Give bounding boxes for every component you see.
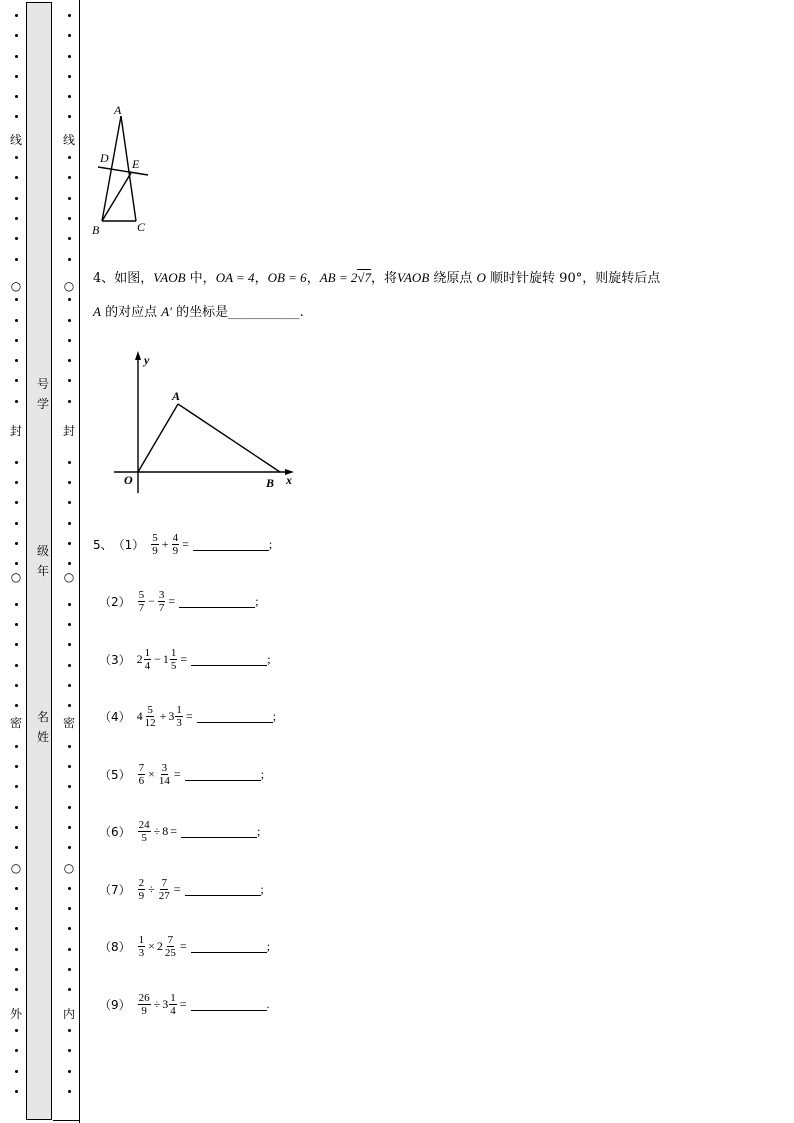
margin-dot — [68, 684, 71, 687]
right-mark-nei: 内 — [62, 1007, 75, 1021]
margin-dot — [68, 1090, 71, 1093]
answer-blank — [179, 595, 255, 608]
margin-dot — [15, 988, 18, 991]
point-a-label: A — [172, 389, 181, 403]
fraction — [158, 877, 171, 902]
operator: − — [148, 594, 155, 608]
margin-dot — [15, 298, 18, 301]
q4-text: 中， — [185, 271, 216, 286]
ob-value: OB = 6 — [267, 270, 307, 285]
equals-sign: = — [173, 882, 181, 896]
fraction — [170, 647, 178, 672]
item-label: （9） — [99, 998, 131, 1012]
margin-dot — [68, 379, 71, 382]
q4-text: ，将 — [371, 271, 398, 286]
triangle-aob: VAOB — [153, 270, 186, 285]
ab-value: AB = 2 — [319, 270, 358, 285]
margin-dot — [15, 34, 18, 37]
margin-dot — [15, 643, 18, 646]
punctuation: ; — [257, 824, 261, 838]
denominator: 9 — [172, 545, 179, 557]
q4-text: 顺时针旋转 90°，则旋转后点 — [485, 271, 661, 286]
margin-dot — [15, 704, 18, 707]
margin-dot — [15, 359, 18, 362]
item-label: （1） — [112, 538, 145, 552]
fraction — [164, 934, 177, 959]
left-mark-xian: 线 — [9, 133, 22, 147]
question-number: 4、 — [93, 271, 115, 286]
margin-dot — [15, 522, 18, 525]
fraction — [138, 762, 146, 787]
q5-item — [99, 819, 260, 844]
label-d: D — [100, 151, 109, 165]
answer-blank — [191, 940, 267, 953]
answer-blank — [191, 998, 267, 1011]
label-c: C — [137, 220, 146, 234]
equals-sign: = — [179, 939, 187, 953]
left-mark-feng: 封 — [9, 424, 22, 438]
margin-dot — [15, 1070, 18, 1073]
fraction — [144, 704, 157, 729]
margin-dot — [15, 55, 18, 58]
fraction — [175, 704, 183, 729]
right-mark-feng: 封 — [62, 424, 75, 438]
denominator: 25 — [164, 947, 176, 959]
operator: + — [159, 709, 167, 723]
margin-dot — [15, 339, 18, 342]
point-a-prime: A′ — [161, 304, 173, 319]
numerator: 7 — [161, 877, 167, 889]
margin-dot — [15, 623, 18, 626]
equals-sign: = — [182, 537, 189, 551]
operator: × — [148, 767, 155, 781]
margin-dot — [68, 785, 71, 788]
left-mark-mi: 密 — [9, 716, 22, 730]
margin-dot — [15, 684, 18, 687]
denominator: 7 — [138, 602, 145, 614]
right-mark-mi: 密 — [62, 716, 75, 730]
punctuation: ; — [267, 652, 271, 666]
margin-dot — [15, 745, 18, 748]
origin-o: O — [476, 270, 486, 285]
item-label: （6） — [99, 825, 131, 839]
operator: ÷ — [153, 997, 161, 1011]
margin-dot — [68, 887, 71, 890]
answer-blank — [181, 825, 257, 838]
label-b: B — [92, 223, 100, 237]
margin-dot — [68, 95, 71, 98]
item-label: （2） — [99, 595, 131, 609]
q4-text: 如图， — [114, 271, 154, 286]
q4-sep: ， — [306, 271, 320, 286]
denominator: 5 — [141, 832, 147, 844]
margin-dot — [68, 968, 71, 971]
margin-dot — [68, 481, 71, 484]
answer-blank — [185, 883, 261, 896]
margin-dot — [68, 948, 71, 951]
right-mark-circle: ○ — [63, 861, 75, 875]
margin-dot — [15, 1090, 18, 1093]
right-mark-circle: ○ — [63, 570, 75, 584]
numerator: 3 — [158, 589, 165, 601]
q5-item — [99, 934, 270, 959]
label-e: E — [132, 157, 140, 171]
q4-text: 绕原点 — [429, 271, 477, 286]
oa-value: OA = 4 — [215, 270, 255, 285]
numerator: 1 — [176, 704, 182, 716]
right-mark-xian: 线 — [62, 133, 75, 147]
denominator: 27 — [158, 890, 170, 902]
margin-dot — [15, 217, 18, 220]
item-label: （8） — [99, 940, 131, 954]
margin-dot — [68, 907, 71, 910]
margin-dot — [15, 156, 18, 159]
q5-item — [93, 532, 272, 557]
denominator: 12 — [144, 717, 156, 729]
operator: × — [148, 939, 155, 953]
axis-x-label: x — [286, 473, 292, 487]
margin-dot — [15, 14, 18, 17]
coordinate-figure — [108, 348, 308, 493]
fraction — [138, 934, 146, 959]
margin-dot — [68, 927, 71, 930]
margin-dot — [68, 1029, 71, 1032]
numerator: 2 — [138, 877, 145, 889]
q5-item — [99, 992, 270, 1017]
numerator: 5 — [147, 704, 153, 716]
margin-dot — [68, 339, 71, 342]
whole-part: 3 — [162, 997, 169, 1011]
margin-dot — [68, 745, 71, 748]
q5-item — [99, 704, 276, 729]
margin-bottom-line — [53, 1120, 80, 1121]
equals-sign: = — [168, 594, 176, 608]
denominator: 9 — [152, 545, 158, 557]
margin-dot — [15, 846, 18, 849]
sqrt-radicand: √7 — [357, 270, 371, 285]
numerator: 7 — [167, 934, 174, 946]
equals-sign: = — [179, 997, 187, 1011]
denominator: 9 — [138, 890, 145, 902]
margin-dot — [68, 115, 71, 118]
margin-dot — [68, 75, 71, 78]
denominator: 9 — [141, 1005, 147, 1017]
triangle-aob: VAOB — [397, 270, 430, 285]
denominator: 14 — [158, 775, 170, 787]
field-grade: 级年 — [36, 544, 49, 578]
denominator: 4 — [144, 660, 151, 672]
axis-y-label: y — [144, 353, 150, 367]
margin-dot — [68, 562, 71, 565]
margin-divider-line — [79, 0, 80, 1123]
margin-dot — [15, 115, 18, 118]
margin-dot — [68, 1070, 71, 1073]
triangle-figure — [88, 98, 158, 238]
numerator: 5 — [152, 532, 158, 544]
margin-dot — [68, 542, 71, 545]
punctuation: ; — [266, 939, 271, 953]
numerator: 1 — [170, 992, 176, 1004]
right-mark-circle: ○ — [63, 279, 75, 293]
numerator: 5 — [138, 589, 145, 601]
answer-blank — [191, 653, 267, 666]
margin-dot — [68, 603, 71, 606]
operator: + — [161, 537, 169, 551]
punctuation: ; — [272, 709, 277, 723]
margin-dot — [15, 258, 18, 261]
punctuation: . — [266, 997, 270, 1011]
field-student-number: 号学 — [36, 377, 49, 411]
margin-dot — [68, 826, 71, 829]
fraction — [138, 877, 146, 902]
margin-dot — [68, 298, 71, 301]
point-b-label: B — [266, 476, 275, 490]
whole-part: 4 — [136, 709, 143, 723]
margin-dot — [15, 95, 18, 98]
operator: ÷ — [148, 882, 155, 896]
numerator: 7 — [138, 762, 145, 774]
q4-answer-blank: 的坐标是___________. — [172, 305, 304, 320]
whole-part: 1 — [162, 652, 169, 666]
question-number: 5、 — [93, 538, 113, 552]
margin-dot — [15, 237, 18, 240]
numerator: 1 — [138, 934, 145, 946]
fraction — [158, 762, 171, 787]
denominator: 6 — [138, 775, 145, 787]
numerator: 1 — [170, 647, 177, 659]
q5-item — [99, 762, 264, 787]
margin-dot — [68, 156, 71, 159]
left-mark-wai: 外 — [9, 1007, 22, 1021]
margin-dot — [15, 1049, 18, 1052]
margin-dot — [68, 197, 71, 200]
q5-item — [99, 877, 264, 902]
margin-dot — [68, 623, 71, 626]
fraction — [158, 589, 166, 614]
equals-sign: = — [173, 767, 181, 781]
margin-dot — [15, 562, 18, 565]
fraction — [151, 532, 159, 557]
equals-sign: = — [170, 824, 178, 838]
margin-dot — [15, 319, 18, 322]
margin-dot — [68, 176, 71, 179]
numerator: 1 — [144, 647, 151, 659]
margin-dot — [15, 481, 18, 484]
denominator: 5 — [170, 660, 177, 672]
whole-part: 2 — [136, 652, 143, 666]
numerator: 26 — [138, 992, 150, 1004]
question-4-line-1 — [93, 269, 660, 288]
margin-dot — [68, 258, 71, 261]
origin-label: O — [124, 473, 133, 487]
denominator: 4 — [170, 1005, 176, 1017]
point-a: A — [93, 304, 101, 319]
numerator: 4 — [172, 532, 179, 544]
margin-dot — [68, 55, 71, 58]
question-4-line-2 — [93, 303, 304, 322]
equals-sign: = — [185, 709, 193, 723]
answer-blank — [197, 710, 273, 723]
radicand: 7 — [364, 270, 371, 285]
plain-number: 8 — [162, 824, 169, 838]
item-label: （3） — [99, 653, 131, 667]
left-mark-circle: ○ — [10, 570, 22, 584]
margin-dot — [15, 461, 18, 464]
margin-dot — [15, 765, 18, 768]
margin-dot — [68, 400, 71, 403]
numerator: 3 — [161, 762, 168, 774]
field-name: 名姓 — [36, 710, 49, 744]
whole-part: 3 — [168, 709, 175, 723]
item-label: （4） — [99, 710, 131, 724]
punctuation: ; — [268, 537, 273, 551]
margin-dot — [68, 643, 71, 646]
denominator: 7 — [158, 602, 165, 614]
margin-dot — [15, 907, 18, 910]
margin-dot — [15, 664, 18, 667]
left-mark-circle: ○ — [10, 861, 22, 875]
fraction — [144, 647, 152, 672]
margin-dot — [15, 887, 18, 890]
fraction — [138, 819, 151, 844]
margin-dot — [68, 319, 71, 322]
punctuation: ; — [255, 594, 259, 608]
margin-dot — [15, 968, 18, 971]
margin-dot — [68, 664, 71, 667]
operator: − — [154, 652, 161, 666]
margin-dot — [15, 379, 18, 382]
margin-dot — [15, 501, 18, 504]
margin-dot — [15, 400, 18, 403]
item-label: （7） — [99, 883, 131, 897]
item-label: （5） — [99, 768, 131, 782]
margin-dot — [15, 197, 18, 200]
margin-dot — [15, 806, 18, 809]
fraction — [138, 992, 151, 1017]
margin-dot — [15, 603, 18, 606]
margin-dot — [68, 806, 71, 809]
margin-dot — [15, 176, 18, 179]
punctuation: ; — [260, 767, 265, 781]
denominator: 3 — [138, 947, 145, 959]
q5-item — [99, 647, 271, 672]
margin-dot — [15, 1029, 18, 1032]
margin-dot — [68, 359, 71, 362]
denominator: 3 — [176, 717, 182, 729]
q4-sep: ， — [254, 271, 268, 286]
numerator: 24 — [138, 819, 150, 831]
margin-dot — [15, 785, 18, 788]
answer-blank — [193, 538, 269, 551]
margin-dot — [15, 542, 18, 545]
fraction — [172, 532, 180, 557]
left-mark-circle: ○ — [10, 279, 22, 293]
fraction — [138, 589, 146, 614]
margin-dot — [68, 237, 71, 240]
margin-dot — [68, 1049, 71, 1052]
equals-sign: = — [180, 652, 188, 666]
q4-text: 的对应点 — [100, 305, 162, 320]
margin-dot — [68, 846, 71, 849]
q5-item — [99, 589, 259, 614]
margin-dot — [15, 927, 18, 930]
margin-dot — [68, 522, 71, 525]
fraction — [169, 992, 177, 1017]
operator: ÷ — [153, 824, 161, 838]
margin-dot — [15, 948, 18, 951]
margin-dot — [68, 501, 71, 504]
margin-dot — [15, 826, 18, 829]
margin-dot — [68, 217, 71, 220]
margin-dot — [68, 765, 71, 768]
punctuation: ; — [260, 882, 264, 896]
margin-dot — [68, 704, 71, 707]
margin-dot — [68, 461, 71, 464]
margin-dot — [68, 34, 71, 37]
margin-dot — [15, 75, 18, 78]
label-a: A — [114, 103, 122, 117]
answer-blank — [185, 768, 261, 781]
margin-dot — [68, 988, 71, 991]
whole-part: 2 — [156, 939, 163, 953]
margin-dot — [68, 14, 71, 17]
